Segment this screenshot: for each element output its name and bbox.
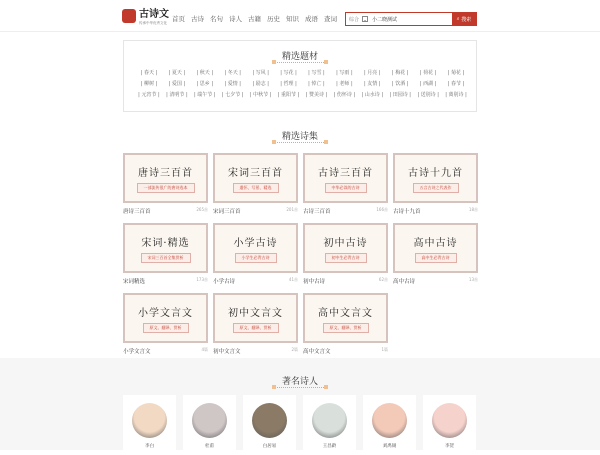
collection-card[interactable] (213, 153, 298, 217)
topic-tag[interactable]: | 哲理 | (280, 81, 297, 87)
topic-tag[interactable]: | 梅花 | (391, 70, 409, 76)
poet-avatar[interactable] (372, 403, 407, 438)
collection-cover[interactable] (123, 223, 208, 273)
collections-title-text: 精选诗集 (272, 129, 328, 143)
topic-tag-label: 夏天 (171, 70, 182, 76)
logo[interactable] (122, 9, 169, 23)
collection-card[interactable] (303, 293, 388, 357)
cover-title: 古诗三百首 (318, 167, 373, 179)
nav-item[interactable]: 名句 (210, 15, 223, 23)
poet-name[interactable]: 白居易 (262, 444, 277, 449)
topic-tag[interactable]: | 励志 | (252, 81, 269, 87)
cover-subtitle: 原文、翻译、赏析 (143, 323, 189, 333)
cover-subtitle: 宋词三百首全集赏析 (141, 253, 191, 263)
search-category[interactable]: 综合 (349, 16, 360, 23)
topic-tag[interactable]: | 柳树 | (140, 81, 158, 87)
topic-tag[interactable]: | 七夕节 | (221, 92, 244, 98)
cover-subtitle: 原文、翻译、赏析 (233, 323, 279, 333)
topic-tag[interactable]: | 离别诗 | (445, 92, 467, 98)
collection-count: 41首 (288, 277, 298, 282)
topic-tag-label: 重阳节 (281, 92, 297, 98)
collection-meta (213, 207, 298, 215)
collection-meta (393, 207, 478, 215)
topic-tag[interactable]: | 西湖 | (419, 81, 437, 87)
topic-tag[interactable]: | 饮酒 | (391, 81, 409, 87)
collection-meta (123, 277, 208, 285)
collection-name[interactable]: 高中文言文 (303, 349, 331, 355)
collection-card[interactable] (303, 223, 388, 287)
search-input[interactable]: 小二晓测试 (372, 16, 398, 23)
topic-tag[interactable]: | 悼亡 | (308, 81, 325, 87)
collection-name[interactable]: 初中古诗 (303, 279, 326, 285)
topic-tag[interactable]: | 冬天 | (224, 70, 241, 76)
topic-tag-label: 菊花 (451, 70, 462, 76)
collection-meta (303, 277, 388, 285)
poet-name[interactable]: 杜甫 (205, 444, 214, 449)
collection-cover[interactable] (123, 293, 208, 343)
topic-tag[interactable]: | 菊花 | (447, 70, 465, 76)
collection-count: 4篇 (201, 347, 208, 352)
collection-count: 2篇 (291, 347, 298, 352)
poet-card[interactable] (363, 395, 416, 455)
topic-tag-label: 写花 (283, 70, 294, 76)
topic-tag-label: 写雨 (339, 70, 350, 76)
topic-tag-label: 春天 (143, 70, 154, 76)
header (0, 0, 600, 32)
poets-list (123, 395, 476, 455)
poet-name[interactable]: 李白 (145, 444, 154, 449)
cover-subtitle: 五言古诗之代表作 (413, 183, 459, 193)
topics-title-text: 精选题材 (272, 49, 328, 63)
topic-tag-label: 爱国 (171, 81, 182, 87)
cover-subtitle: 遣怀、写景、精选 (233, 183, 279, 193)
cover-subtitle: 初中生必背古诗 (325, 253, 367, 263)
topic-tag-label: 送别诗 (420, 92, 436, 98)
cover-title: 初中文言文 (228, 307, 283, 319)
search-bar (345, 12, 477, 26)
collection-card[interactable] (303, 153, 388, 217)
collection-count: 13首 (468, 277, 478, 282)
poet-avatar[interactable] (312, 403, 347, 438)
topic-tag[interactable]: | 山水诗 | (361, 92, 384, 98)
topic-tag-label: 春节 (451, 81, 462, 87)
topic-tag[interactable]: | 写花 | (280, 70, 297, 76)
topic-tag-label: 荷花 (423, 70, 434, 76)
collection-name[interactable]: 高中古诗 (393, 279, 416, 285)
topic-tag-label: 写雪 (311, 70, 322, 76)
topic-tag-label: 友情 (367, 81, 378, 87)
nav-item[interactable]: 查词 (324, 15, 337, 23)
search-button[interactable] (452, 13, 476, 25)
collection-cover[interactable] (303, 223, 388, 273)
poet-name[interactable]: 王昌龄 (322, 444, 337, 449)
topic-tag-label: 秋天 (199, 70, 210, 76)
topic-tag[interactable]: | 赞美诗 | (305, 92, 328, 98)
search-icon: ⌕ (456, 16, 462, 22)
topic-tag-label: 思乡 (199, 81, 210, 87)
topic-tag[interactable]: | 秋天 | (196, 70, 214, 76)
collection-count: 265首 (196, 207, 208, 212)
topic-tag-label: 写风 (255, 70, 266, 76)
cover-title: 古诗十九首 (408, 167, 463, 179)
poet-card[interactable] (123, 395, 176, 455)
nav-item[interactable]: 知识 (286, 15, 299, 23)
topic-tag[interactable]: | 爱国 | (168, 81, 186, 87)
topic-tag[interactable]: | 写雪 | (308, 70, 325, 76)
topic-tag-label: 元宵节 (141, 92, 157, 98)
cover-subtitle: 原文、翻译、赏析 (323, 323, 369, 333)
cover-subtitle: 小学生必背古诗 (235, 253, 277, 263)
topic-tag[interactable]: | 写风 | (252, 70, 269, 76)
topic-tag[interactable]: | 老师 | (336, 81, 353, 87)
logo-subtitle: 传承中华优秀文化 (139, 21, 167, 25)
cover-title: 宋词·精选 (141, 237, 190, 249)
topic-tag[interactable]: | 写雨 | (336, 70, 353, 76)
topic-tag-label: 柳树 (143, 81, 154, 87)
collection-name[interactable]: 古诗十九首 (393, 209, 421, 215)
poet-card[interactable] (243, 395, 296, 455)
collection-meta (213, 347, 298, 355)
collection-cover[interactable] (213, 223, 298, 273)
topic-tag[interactable]: | 春天 | (140, 70, 158, 76)
collection-count: 18首 (468, 207, 478, 212)
nav-item[interactable]: 诗人 (229, 15, 242, 23)
poet-avatar[interactable] (192, 403, 227, 438)
nav-item[interactable]: 成语 (305, 15, 318, 23)
collection-name[interactable]: 小学文言文 (123, 349, 151, 355)
collections-title (0, 129, 600, 143)
collection-cover[interactable] (213, 153, 298, 203)
collection-name[interactable]: 古诗三百首 (303, 209, 331, 215)
collection-name[interactable]: 初中文言文 (213, 349, 241, 355)
search-button-label: 搜索 (461, 16, 472, 23)
topic-tag[interactable]: | 田园诗 | (389, 92, 411, 98)
topic-tag[interactable]: | 中秋节 | (249, 92, 272, 98)
cover-title: 小学文言文 (138, 307, 193, 319)
poets-title-text: 著名诗人 (272, 374, 328, 388)
collection-name[interactable]: 唐诗三百首 (123, 209, 151, 215)
topic-tag-label: 离别诗 (448, 92, 464, 98)
topic-tag[interactable]: | 重阳节 | (277, 92, 300, 98)
topic-tag[interactable]: | 伤怀诗 | (333, 92, 356, 98)
topic-tag-label: 月亮 (367, 70, 378, 76)
poet-card[interactable] (303, 395, 356, 455)
cover-title: 唐诗三百首 (138, 167, 193, 179)
collection-name[interactable]: 宋词三百首 (213, 209, 241, 215)
collection-card[interactable] (123, 153, 208, 217)
topic-tag-label: 山水诗 (364, 92, 380, 98)
collection-cover[interactable] (393, 223, 478, 273)
collection-meta (303, 347, 388, 355)
collection-name[interactable]: 小学古诗 (213, 279, 236, 285)
collection-count: 62首 (378, 277, 388, 282)
collection-meta (303, 207, 388, 215)
topic-tag[interactable]: | 端午节 | (193, 92, 216, 98)
collection-cover[interactable] (303, 153, 388, 203)
topic-tag-label: 七夕节 (225, 92, 241, 98)
logo-seal-icon (122, 9, 136, 23)
poet-card[interactable] (423, 395, 476, 455)
cover-subtitle: 高中生必背古诗 (415, 253, 457, 263)
topic-tag[interactable]: | 春节 | (447, 81, 465, 87)
topic-tag[interactable]: | 思乡 | (196, 81, 214, 87)
logo-text: 古诗文 (139, 9, 169, 20)
nav-item[interactable]: 古诗 (191, 15, 204, 23)
topic-tag-label: 清明节 (169, 92, 185, 98)
collection-meta (123, 207, 208, 215)
nav-item[interactable]: 首页 (172, 15, 185, 23)
collection-count: 201首 (286, 207, 298, 212)
cover-title: 小学古诗 (233, 237, 278, 249)
topic-tag-label: 哲理 (283, 81, 294, 87)
main-nav (172, 14, 337, 23)
collections-grid (123, 153, 483, 357)
cover-title: 高中文言文 (318, 307, 373, 319)
collection-cover[interactable] (393, 153, 478, 203)
collection-count: 1篇 (381, 347, 388, 352)
collection-card[interactable] (213, 293, 298, 357)
collection-count: 173首 (196, 277, 208, 282)
collection-card[interactable] (213, 223, 298, 287)
topic-tag-label: 伤怀诗 (336, 92, 352, 98)
topic-tag-label: 冬天 (227, 70, 238, 76)
poet-card[interactable] (183, 395, 236, 455)
topic-tag-label: 田园诗 (392, 92, 408, 98)
collection-meta (123, 347, 208, 355)
topic-tag[interactable]: | 友情 | (363, 81, 381, 87)
collection-name[interactable]: 宋词精选 (123, 279, 146, 285)
topic-tag-label: 饮酒 (395, 81, 406, 87)
poet-name[interactable]: 李贺 (445, 444, 454, 449)
topic-tag-label: 老师 (339, 81, 350, 87)
collection-card[interactable] (123, 223, 208, 287)
topic-tag-label: 中秋节 (253, 92, 269, 98)
collection-card[interactable] (393, 223, 478, 287)
collection-meta (393, 277, 478, 285)
topic-tag[interactable]: | 元宵节 | (138, 92, 160, 98)
topic-tag-label: 端午节 (197, 92, 213, 98)
poet-name[interactable]: 刘禹锡 (382, 444, 397, 449)
topic-tag[interactable]: | 爱情 | (224, 81, 241, 87)
topics-title (124, 49, 476, 63)
collection-card[interactable] (393, 153, 478, 217)
poet-avatar[interactable] (432, 403, 467, 438)
topic-tag[interactable]: | 送别诗 | (417, 92, 439, 98)
topic-tag[interactable]: | 夏天 | (168, 70, 186, 76)
collection-cover[interactable] (123, 153, 208, 203)
topic-tag-label: 悼亡 (311, 81, 322, 87)
cover-title: 宋词三百首 (228, 167, 283, 179)
collection-meta (213, 277, 298, 285)
topic-tag[interactable]: | 月亮 | (363, 70, 381, 76)
topic-tag-label: 西湖 (423, 81, 434, 87)
poet-avatar[interactable] (132, 403, 167, 438)
nav-item[interactable]: 古籍 (248, 15, 261, 23)
chevron-down-icon[interactable]: ⌄ (363, 17, 367, 22)
cover-title: 初中古诗 (323, 237, 368, 249)
topic-tag-label: 赞美诗 (308, 92, 324, 98)
topic-tag-label: 爱情 (227, 81, 238, 87)
topic-tag[interactable]: | 荷花 | (419, 70, 437, 76)
poets-title (0, 374, 600, 388)
collection-card[interactable] (123, 293, 208, 357)
nav-item[interactable]: 历史 (267, 15, 280, 23)
cover-subtitle: 一部流传很广的唐诗选本 (137, 183, 195, 193)
collection-count: 166首 (376, 207, 388, 212)
poet-avatar[interactable] (252, 403, 287, 438)
poets-section (0, 358, 600, 450)
topic-tag-label: 励志 (255, 81, 266, 87)
cover-title: 高中古诗 (413, 237, 458, 249)
collection-cover[interactable] (213, 293, 298, 343)
collection-cover[interactable] (303, 293, 388, 343)
topics-panel (123, 40, 477, 112)
cover-subtitle: 中华必读的古诗 (325, 183, 367, 193)
topic-tags (135, 69, 470, 98)
topic-tag-label: 梅花 (395, 70, 406, 76)
topic-tag[interactable]: | 清明节 | (166, 92, 188, 98)
